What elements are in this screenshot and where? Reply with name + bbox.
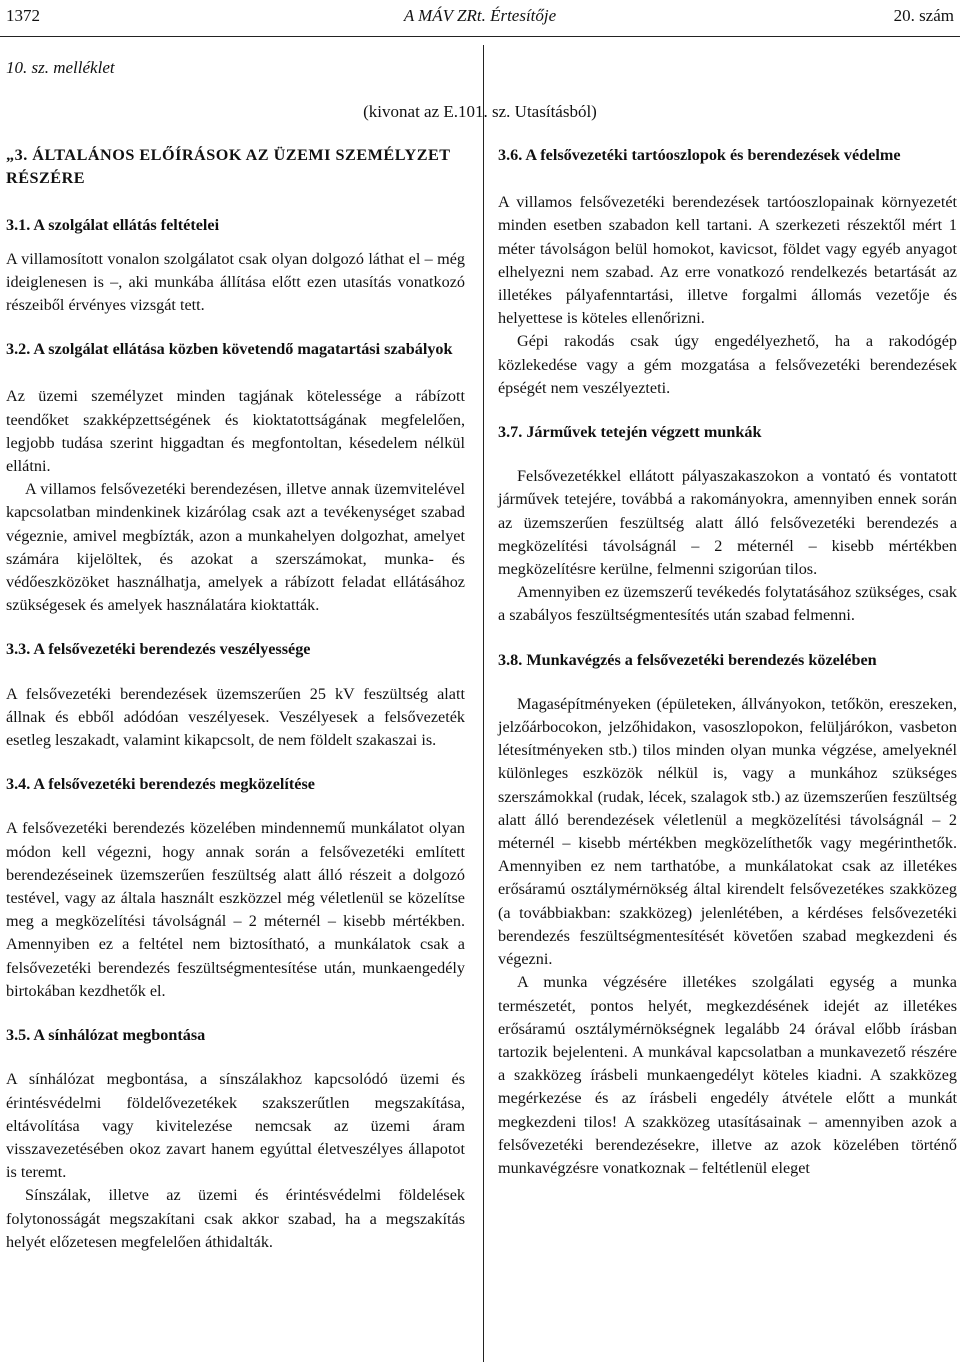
section-3-6-paragraph-1: A villamos felsővezetéki berendezések tartóoszlopainak környezetét minden esetben szabadon kell tartani. A szerkezeti részektől mért 1 méter távolságon belül homokot, kavicsot, földet vagy egyéb anyagot elhelyezni nem szabad. Az erre vonatkozó rendelkezés betartását az illetékes pályafenntartási, illetve forgalmi állomás vezetője és helyettese is köteles ellenőrizni. — [498, 193, 957, 328]
section-3-5-title: 3.5. A sínhálózat megbontása — [6, 1026, 206, 1045]
section-3-2-paragraph-1: Az üzemi személyzet minden tagjának kötelessége a rábízott teendőket szakképzettségének és kioktatottságának megfelelően, legjobb tudása szerint higgadtan és megfontoltan, késedelem nélkül ellátni. — [6, 387, 465, 476]
column-divider — [483, 45, 484, 1362]
section-3-6-paragraph-2: Gépi rakodás csak úgy engedélyezhető, ha a rakodógép közlekedése vagy a gém mozgatása a felsővezetéki berendezések épségét nem veszélyezteti. — [498, 332, 957, 397]
annex-label: 10. sz. melléklet — [6, 58, 115, 77]
section-3-7-paragraph-2: Amennyiben ez üzemszerű tevékedés folytatásához szükséges, csak a szabályos feszültségmentesítés után szabad felmenni. — [498, 583, 957, 625]
section-3-8-paragraph-2: A munka végzésére illetékes szolgálati egység a munka természetét, pontos helyét, megkezdésének idejét az illetékes erősáramú osztálymérnökségnek legalább 24 órával előbb írásban tartozik bejelenteni. A munkával kapcsolatban a munkavezető részére a szakközeg írásbeli munkaengedélyt köteles kiadni. A szakközeg megérkezése és az írásbeli engedély átvétele előtt a munkát megkezdeni tilos! A szakközeg utasításainak – amennyiben azok a felsővezetéki berendezésekre, illetve az azok közelében történő munkavégzésre vonatkoznak – feltétlenül eleget — [498, 973, 957, 1177]
right-column — [498, 144, 957, 1180]
page-number: 1372 — [6, 6, 40, 25]
section-3-7-title: 3.7. Járművek tetején végzett munkák — [498, 423, 762, 442]
issue-number: 20. szám — [893, 6, 954, 25]
section-3-2-title: 3.2. A szolgálat ellátása közben követendő magatartási szabályok — [6, 340, 453, 359]
main-section-title: „3. ÁLTALÁNOS ELŐÍRÁSOK AZ ÜZEMI SZEMÉLYZET RÉSZÉRE — [6, 146, 451, 188]
section-3-4-title: 3.4. A felsővezetéki berendezés megközelítése — [6, 775, 315, 794]
page-header — [6, 6, 954, 32]
extract-note: (kivonat az E.101. sz. Utasításból) — [363, 102, 597, 121]
section-3-8-paragraph-1: Magasépítményeken (épületeken, állványokon, tetőkön, ereszeken, jelzőárbocokon, jelzőhidakon, vasoszlopokon, felüljárókon, vasbeton létesítményeken stb.) tilos minden olyan munka végzése, amelyeknél különleges eszközök nélkül is, vagy a munkához szükséges szerszámokkal (rudak, lécek, szalagok stb.) az üzemszerűen feszültség alatt álló berendezések véletlenül a megközelítési távolságnál – 2 méternél – kisebb mértékben megközelíthetők vagy megérinthetők. Amennyiben ez nem tarthatóbe, a munkálatokat csak az illetékes erősáramú osztálymérnökség által kirendelt felsővezetékes szakközeg (a továbbiakban: szakközeg) jelenlétében, a kérdéses felsővezetéki berendezés feszültségmentesítését követően szabad megkezdeni és végezni. — [498, 694, 957, 969]
section-3-7-paragraph-1: Felsővezetékkel ellátott pályaszakaszokon a vontató és vontatott járművek tetejére, továbbá a rakományokra, amennyiben ennek során az üzemszerűen feszültség alatt álló felsővezetéki berendezés a megközelítési távolságnál – 2 méternél – kisebb mértékben megközelítésre kerülne, felmenni szigorúan tilos. — [498, 467, 957, 579]
left-column — [6, 144, 465, 1254]
section-3-2-paragraph-2: A villamos felsővezetéki berendezésen, illetve annak üzemvitelével kapcsolatban mindenkinek kizárólag csak azt a tevékenységet szabad végeznie, amivel megbízták, azon a munkahelyen dolgozhat, amelyet számára kijelöltek, és azokat a szerszámokat, munka- és védőeszközöket használhatja, amelyek a rábízott feladat ellátásához szükségesek és amelyek használatára kioktatták. — [6, 480, 465, 615]
section-3-6-title: 3.6. A felsővezetéki tartóoszlopok és berendezések védelme — [498, 146, 901, 164]
section-3-5-paragraph-1: A sínhálózat megbontása, a sínszálakhoz kapcsolódó üzemi és érintésvédelmi földelővezetékek szakszerűtlen megszakítása, eltávolítása vagy kivitelezése nemcsak az üzemi áram visszavezetésében okoz zavart hanem egyúttal életveszélyes állapotot is teremt. — [6, 1070, 465, 1182]
journal-title: A MÁV ZRt. Értesítője — [403, 6, 557, 25]
section-3-8-title: 3.8. Munkavégzés a felsővezetéki berendezés közelében — [498, 650, 877, 669]
section-3-4-paragraph: A felsővezetéki berendezés közelében mindennemű munkálatot olyan módon kell végezni, hogy annak során a felsővezetéki említett berendezéseinek üzemszerűen feszültség alatt álló részeit a dolgozó testével, vagy az általa használt eszközzel még véletlenül se közelítse meg a megközelítési távolságnál – 2 méternél – kisebb mértékben. Amennyiben ez a feltétel nem biztosítható, a munkálatok csak a felsővezetéki berendezés feszültségmentesítése után, munkaengedély birtokában kezdhetők el. — [6, 819, 465, 1000]
section-3-3-paragraph: A felsővezetéki berendezések üzemszerűen 25 kV feszültség alatt állnak és ebből adódóan veszélyesek. Veszélyesek a felsővezeték esetleg leszakadt, valamint kikapcsolt, de nem földelt szakaszai is. — [6, 684, 465, 750]
section-3-3-title: 3.3. A felsővezetéki berendezés veszélyessége — [6, 640, 311, 659]
section-3-1-paragraph: A villamosított vonalon szolgálatot csak olyan dolgozó láthat el – még ideiglenesen is –, aki munkába állítása előtt ezen utasítás vonatkozó részeiből érvényes vizsgát tett. — [6, 249, 465, 315]
header-rule — [0, 36, 960, 37]
section-3-1-title: 3.1. A szolgálat ellátás feltételei — [6, 216, 220, 235]
section-3-5-paragraph-2: Sínszálak, illetve az üzemi és érintésvédelmi földelések folytonosságát megszakítani csak akkor szabad, ha a megszakítás helyét előzetesen megfelelően áthidalták. — [6, 1186, 465, 1251]
